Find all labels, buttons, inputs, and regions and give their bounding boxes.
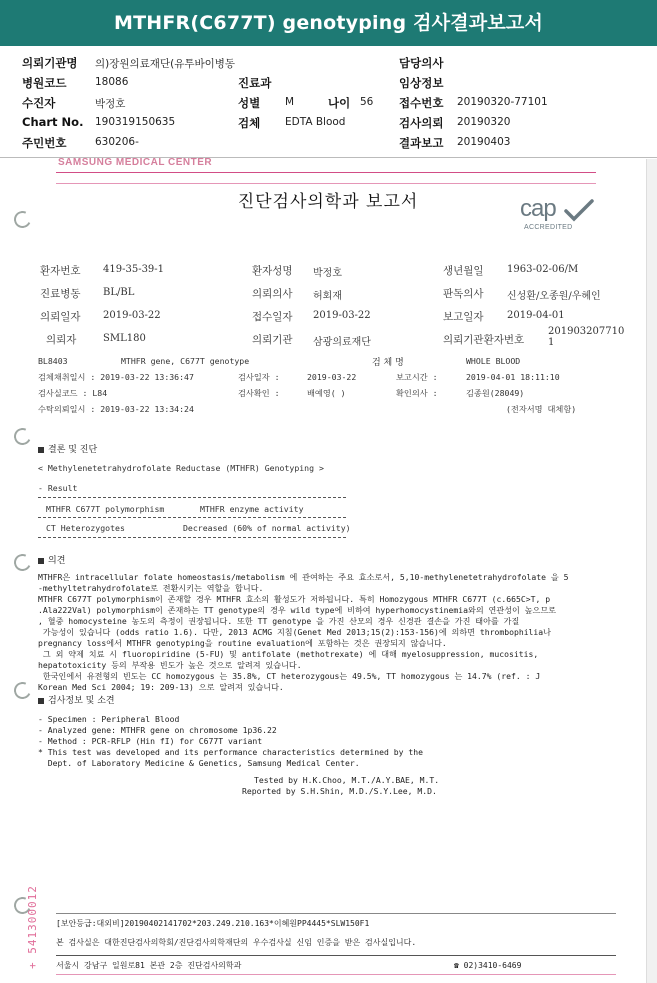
specimen-value: WHOLE BLOOD [466,356,521,366]
table-rule [38,537,346,538]
field-label: 의뢰의사 [252,288,293,300]
header-value: 20190320-77101 [457,96,548,108]
table-cell: CT Heterozygotes [46,523,125,533]
time-label: 보고시간 : [396,372,438,382]
time-value: 2019-03-22 [307,372,357,382]
section-heading [38,553,65,566]
section-heading [38,442,97,455]
opinion-line: hepatotoxicity 등의 부작용 빈도가 높은 것으로 알려져 있습니다. [38,660,302,670]
opinion-line: Korean Med Sci 2004; 19: 209-13) 으로 알려져 있습니다. [38,682,284,692]
field-value: 박정호 [313,268,342,279]
punch-hole-icon [12,680,34,702]
field-label: 판독의사 [443,288,484,300]
field-value: 201903207710 1 [548,326,625,348]
field-value: BL/BL [103,287,135,298]
certification-text: 본 검사실은 대한진단검사의학회/진단검사의학재단의 우수검사실 신임 인증을 받은 검사실입니다. [56,938,417,947]
field-label: 의뢰기관 [252,334,293,346]
header-label: 병원코드 [22,76,67,90]
header-value: 박정호 [95,98,126,110]
request-header [0,52,657,157]
opinion-line: , 혈중 homocysteine 농도의 측정이 권장됩니다. 또한 TT genotype 을 가진 산모의 경우 신경관 결손을 가진 태아를 가질 [38,616,520,626]
field-label: 보고일자 [443,311,484,323]
cap-accredited-logo [518,195,598,233]
footer-rule [56,955,616,956]
header-label: 임상정보 [399,76,444,90]
field-value: 2019-04-01 [507,310,565,321]
checkmark-icon [564,199,594,223]
header-value: M [285,96,295,108]
header-value: 20190320 [457,116,511,128]
table-rule [38,517,346,518]
opinion-line: .Ala222Val) polymorphism이 존재하는 TT genotype의 경우 wild type에 비하여 hyperhomocystinemia와의 연관성이 높으므로 [38,605,556,615]
punch-hole-icon [12,552,34,574]
reported-by: Reported by S.H.Shin, M.D./S.Y.Lee, M.D. [242,786,437,796]
scan-edge [646,159,657,983]
report-heading: 진단검사의학과 보고서 [237,192,419,212]
footer-rule [56,913,616,914]
cap-accredited-label: ACCREDITED [524,224,573,231]
header-value: 190319150635 [95,116,176,128]
time-value: 2019-04-01 18:11:10 [466,372,560,382]
esign-note: (전자서명 대체함) [506,404,577,414]
field-value: SML180 [103,333,146,344]
header-value: 20190403 [457,136,511,148]
header-value: 18086 [95,76,129,88]
tested-by: Tested by H.K.Choo, M.T./A.Y.BAE, M.T. [254,775,440,785]
time-label: 검사확인 : [238,388,280,398]
header-label: 성별 [238,96,261,110]
section-heading [38,693,115,706]
time-field: 검사실코드 : L84 [38,388,108,398]
info-line: - Analyzed gene: MTHFR gene on chromosome 1p36.22 [38,725,277,735]
scanned-report [10,159,646,977]
opinion-line: 그 외 약제 치료 시 fluoropiridine (5-FU) 및 antifolate (methotrexate) 에 대해 myelosuppression, mucositis, [38,649,539,659]
time-field: 수탁의뢰일시 : 2019-03-22 13:34:24 [38,404,194,414]
cap-logo-text: cap [520,195,556,222]
opinion-line: 가능성이 있습니다 (odds ratio 1.6). 다만, 2013 ACMG 지침(Genet Med 2013;15(2):153-156)에 의하면 thrombophilia나 [38,627,551,637]
opinion-line: 한국인에서 유전형의 빈도는 CC homozygous 는 35.8%, CT heterozygous는 49.5%, TT homozygous 는 14.7% (ref. : J [38,671,541,681]
field-value: 삼광의료재단 [313,337,371,348]
opinion-line: pregnancy loss에서 MTHFR genotyping을 routine evaluation에 포함하는 것은 권장되지 않습니다. [38,638,447,648]
table-rule [38,497,346,498]
test-name: MTHFR gene, C677T genotype [121,356,250,366]
field-value: 신성환/오종원/우혜인 [507,291,601,302]
time-label: 확인의사 : [396,388,438,398]
table-cell: Decreased (60% of normal activity) [183,523,351,533]
header-rule [56,183,596,184]
header-label: 검사의뢰 [399,116,444,130]
header-label: Chart No. [22,115,84,129]
section-title: 검사정보 및 소견 [48,696,115,706]
punch-hole-icon [12,426,34,448]
field-value: 1963-02-06/M [507,264,579,275]
section-title: 의견 [48,556,66,566]
header-label: 담당의사 [399,56,444,70]
header-value: EDTA Blood [285,116,346,128]
info-line: - Method : PCR-RFLP (Hin fI) for C677T variant [38,736,263,746]
header-label: 진료과 [238,76,272,90]
document-side-code: + 541300012 [26,885,39,969]
opinion-line: MTHFR C677T polymorphism이 존재할 경우 MTHFR 효소의 활성도가 저하됩니다. 특히 Homozygous MTHFR C677T (c.665C>T, p [38,594,551,604]
header-label: 검체 [238,116,261,130]
footer-rule [56,974,616,975]
report-title: MTHFR(C677T) genotyping 검사결과보고서 [114,12,543,34]
header-label: 주민번호 [22,136,67,150]
result-label: - Result [38,483,78,493]
info-line: * This test was developed and its performance characteristics determined by the [38,747,423,757]
address: 서울시 강남구 일원로81 본관 2층 진단검사의학과 [56,961,242,970]
header-value: 630206- [95,136,139,148]
phone: ☎ 02)3410-6469 [454,961,522,970]
time-label: 검사일자 : [238,372,280,382]
header-value: 56 [360,96,374,108]
header-label: 수진자 [22,96,56,110]
bullet-icon [38,558,44,564]
section-title: 결론 및 진단 [48,445,98,455]
header-label: 나이 [328,96,351,110]
section-subtitle: < Methylenetetrahydrofolate Reductase (MTHFR) Genotyping > [38,463,324,473]
hospital-brand: SAMSUNG MEDICAL CENTER [58,157,213,168]
report-title-bar [0,0,657,46]
test-code: BL8403 [38,356,68,366]
field-label: 의뢰일자 [40,311,81,323]
field-value: 허회재 [313,291,342,302]
header-label: 의뢰기관명 [22,56,78,70]
field-label: 의뢰기관환자번호 [443,334,525,346]
field-value: 2019-03-22 [103,310,161,321]
field-label: 진료병동 [40,288,81,300]
opinion-line: MTHFR은 intracellular folate homeostasis/metabolism 에 관여하는 주요 효소로서, 5,10-methylenetetrahydrofolate 을 5 [38,572,569,582]
security-line: [보안등급:대외비]20190402141702*203.249.210.163*이혜원PP4445*SLW150F1 [56,919,370,928]
header-label: 결과보고 [399,136,444,150]
info-line: - Specimen : Peripheral Blood [38,714,180,724]
table-header: MTHFR C677T polymorphism [46,504,165,514]
table-header: MTHFR enzyme activity [200,504,304,514]
field-label: 접수일자 [252,311,293,323]
time-field: 검체채취일시 : 2019-03-22 13:36:47 [38,372,194,382]
time-value: 김종원(28049) [466,388,525,398]
header-value: 의)장원의료재단(유투바이병동 [95,58,236,70]
field-label: 환자번호 [40,265,81,277]
specimen-label: 검 체 명 [372,358,404,368]
info-line: Dept. of Laboratory Medicine & Genetics, Samsung Medical Center. [38,758,360,768]
opinion-line: -methyltetrahydrofolate로 전환시키는 역할을 합니다. [38,583,264,593]
time-value: 배예영( ) [307,388,346,398]
field-value: 419-35-39-1 [103,264,165,275]
bullet-icon [38,698,44,704]
header-label: 접수번호 [399,96,444,110]
field-label: 생년월일 [443,265,484,277]
field-label: 환자성명 [252,265,293,277]
field-label: 의뢰자 [46,334,77,346]
bullet-icon [38,447,44,453]
header-rule [56,172,596,173]
field-value: 2019-03-22 [313,310,371,321]
